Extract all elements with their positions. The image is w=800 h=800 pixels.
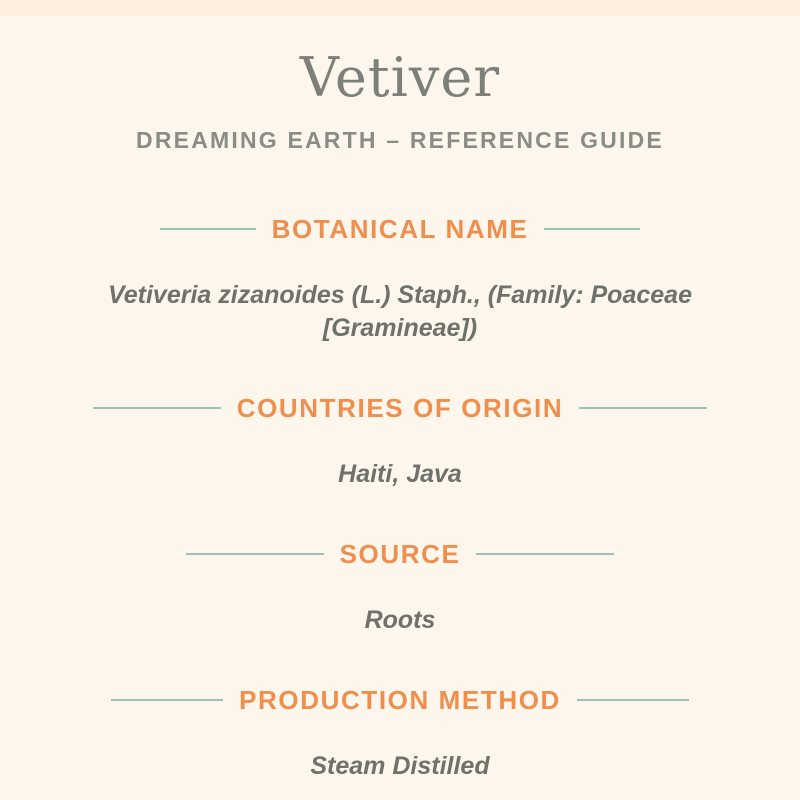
section-heading-row xyxy=(0,214,800,245)
section-heading: SOURCE xyxy=(339,538,461,569)
divider-line-left xyxy=(111,699,223,701)
section-heading-row xyxy=(0,685,800,716)
section-value: Roots xyxy=(364,605,436,634)
divider-line-right xyxy=(544,228,640,230)
section-countries-of-origin xyxy=(0,393,800,491)
divider-line-right xyxy=(476,553,614,555)
section-heading: BOTANICAL NAME xyxy=(271,213,529,244)
divider-line-left xyxy=(186,553,324,555)
divider-line-right xyxy=(579,407,707,409)
section-source xyxy=(0,539,800,637)
section-value: Haiti, Java xyxy=(338,459,462,488)
section-heading-row xyxy=(0,539,800,570)
section-value: Vetiveria zizanoides (L.) Staph., (Family: Poaceae [Gramineae]) xyxy=(108,280,692,342)
section-value: Steam Distilled xyxy=(310,751,490,780)
section-botanical-name xyxy=(0,214,800,345)
section-heading-row xyxy=(0,393,800,424)
divider-line-left xyxy=(160,228,256,230)
section-heading: PRODUCTION METHOD xyxy=(239,684,561,715)
divider-line-left xyxy=(93,407,221,409)
page-title: Vetiver xyxy=(299,46,501,109)
top-color-band xyxy=(0,0,800,16)
section-heading: COUNTRIES OF ORIGIN xyxy=(236,392,564,423)
divider-line-right xyxy=(577,699,689,701)
section-production-method xyxy=(0,685,800,783)
page-subtitle: DREAMING EARTH – REFERENCE GUIDE xyxy=(136,126,664,153)
